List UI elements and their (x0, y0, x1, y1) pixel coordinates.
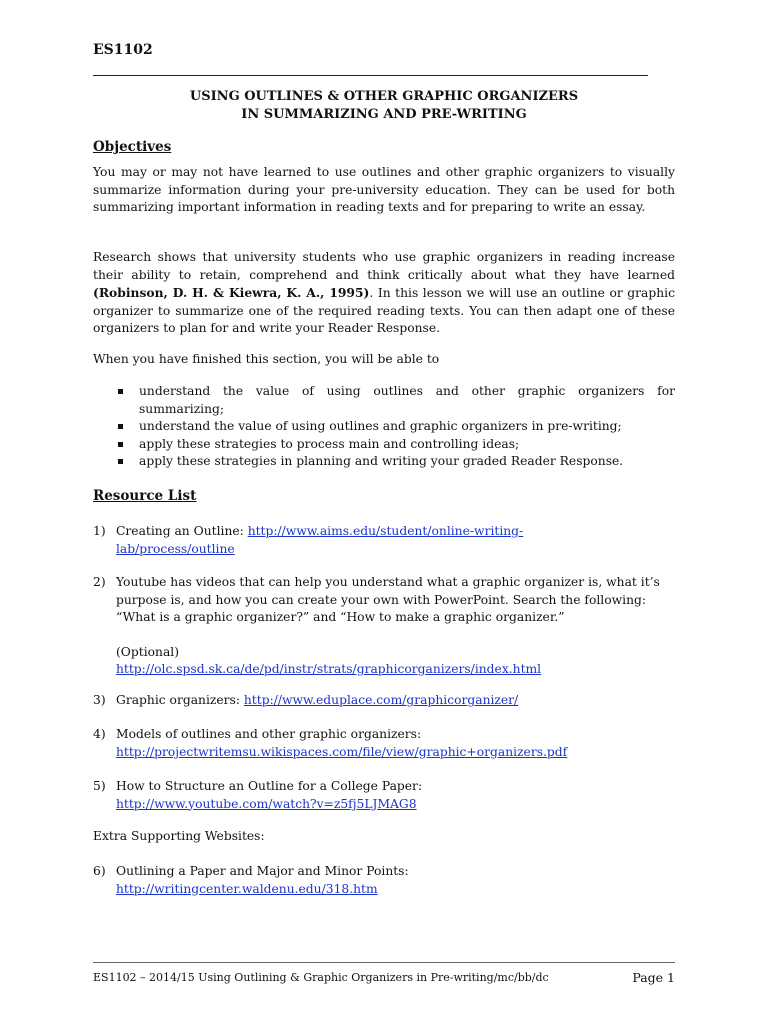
resource-item-2 (93, 574, 675, 679)
resource-list-heading: Resource List (93, 488, 197, 504)
resource-link-1a[interactable]: http://www.aims.edu/student/online-writing- (247, 524, 524, 538)
resource-label: Models of outlines and other graphic organizers: (116, 727, 422, 741)
resource-number: 2) (93, 575, 106, 589)
extra-websites-heading: Extra Supporting Websites: (93, 829, 265, 843)
resource-item-1 (93, 523, 675, 558)
header-rule (93, 75, 648, 76)
resource-item-5 (93, 778, 675, 813)
resource-item-4 (93, 726, 675, 761)
page-number: Page 1 (632, 970, 675, 985)
resource-label: Outlining a Paper and Major and Minor Points: (116, 864, 409, 878)
resource-item-3 (93, 692, 675, 710)
square-bullet-icon (118, 424, 123, 429)
resource-link-2[interactable]: http://olc.spsd.sk.ca/de/pd/instr/strats/graphicorganizers/index.html (116, 662, 542, 676)
objectives-lead-in: When you have finished this section, you will be able to (93, 352, 440, 366)
resource-number: 3) (93, 693, 106, 707)
square-bullet-icon (118, 459, 123, 464)
resource-item-6 (93, 863, 675, 898)
bullet-item: understand the value of using outlines and graphic organizers in pre-writing; (118, 418, 675, 436)
footer-rule (93, 962, 675, 963)
paragraph-2-text-b: . In this lesson we will use an outline or graphic organizer to summarize one of the required reading texts. You can then adapt one of these organizers to plan for and write your Reader Response. (93, 286, 675, 335)
objectives-paragraph-2 (93, 249, 675, 338)
resource-link-3[interactable]: http://www.eduplace.com/graphicorganizer/ (243, 693, 519, 707)
resource-link-4[interactable]: http://projectwritemsu.wikispaces.com/file/view/graphic+organizers.pdf (116, 744, 568, 759)
course-code: ES1102 (93, 42, 153, 58)
title-line-1: USING OUTLINES & OTHER GRAPHIC ORGANIZERS (189, 89, 579, 104)
objectives-heading: Objectives (93, 139, 172, 155)
optional-label: (Optional) (116, 644, 180, 659)
resource-link-5[interactable]: http://www.youtube.com/watch?v=z5fj5LJMAG8 (116, 796, 417, 811)
resource-label: How to Structure an Outline for a College Paper: (116, 779, 423, 793)
citation-reference: (Robinson, D. H. & Kiewra, K. A., 1995) (93, 285, 370, 300)
resource-number: 5) (93, 779, 106, 793)
square-bullet-icon (118, 442, 123, 447)
resource-number: 4) (93, 727, 106, 741)
objectives-bullet-list (118, 383, 675, 471)
resource-label: Graphic organizers: (116, 693, 244, 707)
square-bullet-icon (118, 389, 123, 394)
bullet-item: understand the value of using outlines and other graphic organizers for summarizing; (118, 383, 675, 418)
footer-text: ES1102 – 2014/15 Using Outlining & Graphic Organizers in Pre-writing/mc/bb/dc (93, 971, 549, 984)
bullet-item: apply these strategies to process main and controlling ideas; (118, 436, 675, 454)
resource-link-1b[interactable]: lab/process/outline (116, 541, 235, 556)
bullet-item: apply these strategies in planning and writing your graded Reader Response. (118, 453, 675, 471)
document-title (93, 88, 675, 124)
paragraph-2-text-a: Research shows that university students who use graphic organizers in reading increase their ability to retain, comprehend and think critically about what they have learned (93, 250, 675, 282)
resource-number: 6) (93, 864, 106, 878)
title-line-2: IN SUMMARIZING AND PRE-WRITING (241, 107, 527, 122)
objectives-paragraph-1: You may or may not have learned to use outlines and other graphic organizers to visually summarize information during your pre-university education. They can be used for both summarizing important information in reading texts and for preparing to write an essay. (93, 165, 675, 214)
resource-description: Youtube has videos that can help you understand what a graphic organizer is, what it’s purpose is, and how you can create your own with PowerPoint. Search the following: “What is a graphic organizer?” and “How to make a graphic organizer.” (116, 575, 660, 624)
resource-link-6[interactable]: http://writingcenter.waldenu.edu/318.htm (116, 881, 378, 896)
resource-label: Creating an Outline: (116, 524, 248, 538)
resource-number: 1) (93, 524, 106, 538)
